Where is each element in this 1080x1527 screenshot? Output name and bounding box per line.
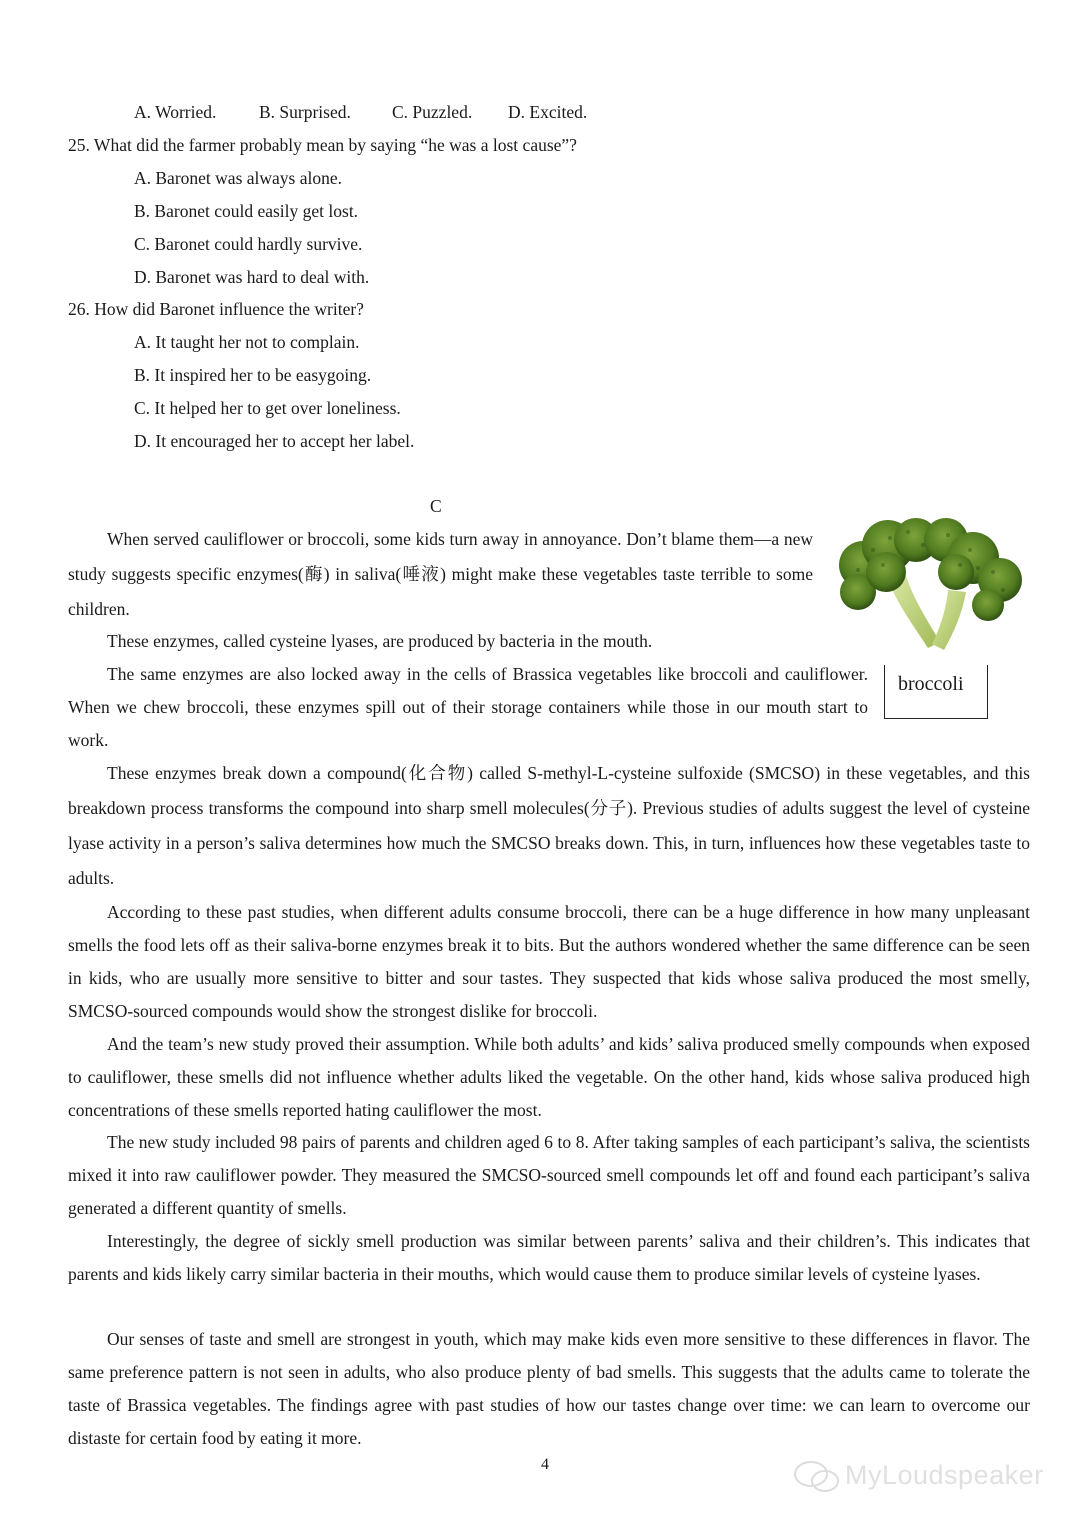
- q26-stem: 26. How did Baronet influence the writer?: [68, 299, 364, 319]
- page-number: 4: [541, 1456, 549, 1473]
- q25-option-c: C. Baronet could hardly survive.: [134, 234, 363, 254]
- passage-paragraph-5: According to these past studies, when different adults consume broccoli, there can be a huge difference in how many unpleasant smells the food lets off as their saliva-borne enzymes break it to bits. But the authors wondered whether the same difference can be seen in kids, who are usually more sensitive to bitter and sour tastes. They suspected that kids whose saliva produced the most smelly, SMCSO-sourced compounds would show the strongest dislike for broccoli.: [68, 902, 1030, 1021]
- q24-option-b: B. Surprised.: [259, 102, 351, 122]
- broccoli-image: [828, 510, 1028, 660]
- q24-option-a: A. Worried.: [134, 102, 217, 122]
- q26-option-d: D. It encouraged her to accept her label.: [134, 431, 415, 451]
- q25-option-d: D. Baronet was hard to deal with.: [134, 267, 370, 287]
- passage-section-label: C: [430, 496, 442, 516]
- q24-option-c: C. Puzzled.: [392, 102, 473, 122]
- q25-stem: 25. What did the farmer probably mean by saying “he was a lost cause”?: [68, 135, 577, 155]
- q25-option-a: A. Baronet was always alone.: [134, 168, 342, 188]
- passage-paragraph-6: And the team’s new study proved their assumption. While both adults’ and kids’ saliva produced smelly compounds when exposed to cauliflower, these smells did not influence whether adults liked the vegetable. On the other hand, kids whose saliva produced high concentrations of these smells reported hating cauliflower the most.: [68, 1034, 1030, 1120]
- q26-option-c: C. It helped her to get over loneliness.: [134, 398, 401, 418]
- q25-option-b: B. Baronet could easily get lost.: [134, 201, 359, 221]
- q26-option-b: B. It inspired her to be easygoing.: [134, 365, 372, 385]
- passage-paragraph-7: The new study included 98 pairs of parents and children aged 6 to 8. After taking samples of each participant’s saliva, the scientists mixed it into raw cauliflower powder. They measured the SMCSO-sourced smell compounds let off and found each participant’s saliva generated a different quantity of smells.: [68, 1132, 1030, 1218]
- passage-paragraph-9: Our senses of taste and smell are strongest in youth, which may make kids even more sensitive to these differences in flavor. The same preference pattern is not seen in adults, who also produce plenty of bad smells. This suggests that the adults came to tolerate the taste of Brassica vegetables. The findings agree with past studies of how our tastes change over time: we can learn to overcome our distaste for certain food by eating it more.: [68, 1329, 1030, 1448]
- passage-paragraph-3: The same enzymes are also locked away in the cells of Brassica vegetables like broccoli and cauliflower. When we chew broccoli, these enzymes spill out of their storage containers while those in our mouth start to work.: [68, 664, 868, 750]
- passage-paragraph-8: Interestingly, the degree of sickly smell production was similar between parents’ saliva and their children’s. This indicates that parents and kids likely carry similar bacteria in their mouths, which would cause them to produce similar levels of cysteine lyases.: [68, 1231, 1030, 1284]
- watermark-text: MyLoudspeaker: [845, 1460, 1044, 1490]
- broccoli-caption: broccoli: [898, 673, 964, 695]
- q26-option-a: A. It taught her not to complain.: [134, 332, 360, 352]
- passage-paragraph-2: These enzymes, called cysteine lyases, are produced by bacteria in the mouth.: [107, 631, 653, 651]
- passage-paragraph-4: These enzymes break down a compound(化合物) called S-methyl-L-cysteine sulfoxide (SMCSO) in these vegetables, and this breakdown process transforms the compound into sharp smell molecules(分子). Previous studies of adults suggest the level of cysteine lyase activity in a person’s saliva determines how much the SMCSO breaks down. This, in turn, influences how these vegetables taste to adults.: [68, 763, 1030, 888]
- q24-option-d: D. Excited.: [508, 102, 588, 122]
- passage-paragraph-1: When served cauliflower or broccoli, some kids turn away in annoyance. Don’t blame them—a new study suggests specific enzymes(酶) in saliva(唾液) might make these vegetables taste terrible to some children.: [68, 529, 813, 619]
- wechat-icon: [793, 1459, 841, 1495]
